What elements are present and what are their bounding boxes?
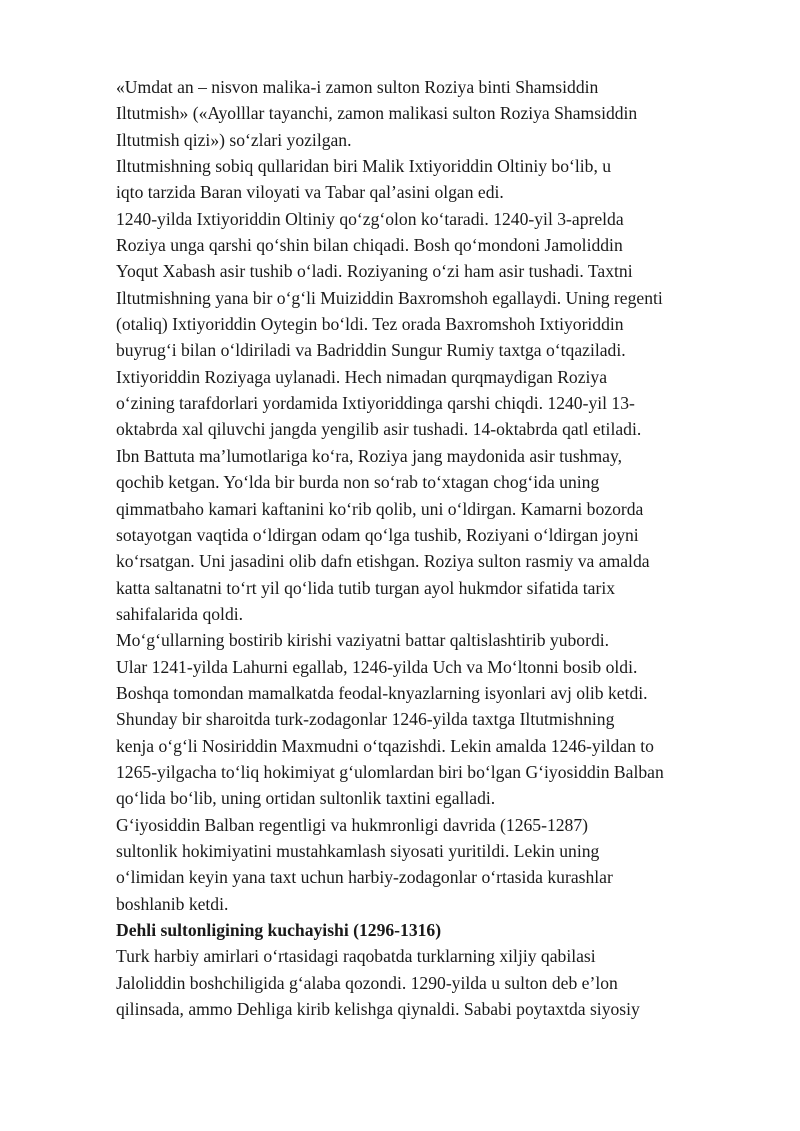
text-line: sotayotgan vaqtida o‘ldirgan odam qo‘lga tushib, Roziyani o‘ldirgan joyni: [116, 524, 639, 545]
text-line: qilinsada, ammo Dehliga kirib kelishga qiynaldi. Sababi poytaxtda siyosiy: [116, 999, 640, 1020]
text-line: iqto tarzida Baran viloyati va Tabar qal’asini olgan edi.: [116, 182, 504, 203]
text-line: Jaloliddin boshchiligida g‘alaba qozondi. 1290-yilda u sulton deb e’lon: [116, 972, 618, 993]
text-line: Yoqut Xabash asir tushib o‘ladi. Roziyaning o‘zi ham asir tushadi. Taxtni: [116, 261, 633, 282]
text-line: kenja o‘g‘li Nosiriddin Maxmudni o‘tqazishdi. Lekin amalda 1246-yildan to: [116, 735, 654, 756]
text-line: 1240-yilda Ixtiyoriddin Oltiniy qo‘zg‘olon ko‘taradi. 1240-yil 3-aprelda: [116, 208, 624, 229]
text-line: buyrug‘i bilan o‘ldiriladi va Badriddin Sungur Rumiy taxtga o‘tqaziladi.: [116, 340, 626, 361]
text-line: Ibn Battuta ma’lumotlariga ko‘ra, Roziya jang maydonida asir tushmay,: [116, 445, 623, 466]
text-line: 1265-yilgacha to‘liq hokimiyat g‘ulomlardan biri bo‘lgan G‘iyosiddin Balban: [116, 761, 664, 782]
text-line: boshlanib ketdi.: [116, 893, 229, 914]
text-line: Ular 1241-yilda Lahurni egallab, 1246-yilda Uch va Mo‘ltonni bosib oldi.: [116, 656, 638, 677]
text-line: katta saltanatni to‘rt yil qo‘lida tutib turgan ayol hukmdor sifatida tarix: [116, 577, 616, 598]
text-line: Iltutmish qizi») so‘zlari yozilgan.: [116, 129, 352, 150]
text-line: Ixtiyoriddin Roziyaga uylanadi. Hech nimadan qurqmaydigan Roziya: [116, 366, 608, 387]
text-line: Boshqa tomondan mamalkatda feodal-knyazlarning isyonlari avj olib ketdi.: [116, 682, 648, 703]
text-line: Iltutmish» («Ayolllar tayanchi, zamon malikasi sulton Roziya Shamsiddin: [116, 103, 638, 124]
text-line: sahifalarida qoldi.: [116, 603, 244, 624]
text-line: Iltutmishning yana bir o‘g‘li Muiziddin Baxromshoh egallaydi. Uning regenti: [116, 287, 663, 308]
text-line: o‘limidan keyin yana taxt uchun harbiy-zodagonlar o‘rtasida kurashlar: [116, 867, 613, 888]
text-line: Roziya unga qarshi qo‘shin bilan chiqadi. Bosh qo‘mondoni Jamoliddin: [116, 235, 623, 256]
text-line: Turk harbiy amirlari o‘rtasidagi raqobatda turklarning xiljiy qabilasi: [116, 946, 596, 967]
text-line: oktabrda xal qiluvchi jangda yengilib asir tushadi. 14-oktabrda qatl etiladi.: [116, 419, 642, 440]
text-line: qochib ketgan. Yo‘lda bir burda non so‘rab to‘xtagan chog‘ida uning: [116, 472, 600, 493]
text-line: ko‘rsatgan. Uni jasadini olib dafn etishgan. Roziya sulton rasmiy va amalda: [116, 551, 650, 572]
text-line: qimmatbaho kamari kaftanini ko‘rib qolib, uni o‘ldirgan. Kamarni bozorda: [116, 498, 644, 519]
text-line: Mo‘g‘ullarning bostirib kirishi vaziyatni battar qaltislashtirib yubordi.: [116, 630, 610, 651]
text-line: «Umdat an – nisvon malika-i zamon sulton Roziya binti Shamsiddin: [116, 77, 599, 97]
text-line: (otaliq) Ixtiyoriddin Oytegin bo‘ldi. Tez orada Baxromshoh Ixtiyoriddin: [116, 314, 624, 335]
text-line: G‘iyosiddin Balban regentligi va hukmronligi davrida (1265-1287): [116, 814, 589, 835]
text-line: Shunday bir sharoitda turk-zodagonlar 1246-yilda taxtga Iltutmishning: [116, 709, 615, 730]
text-line: sultonlik hokimiyatini mustahkamlash siyosati yuritildi. Lekin uning: [116, 840, 600, 861]
document-page: [116, 74, 756, 1022]
text-line: Iltutmishning sobiq qullaridan biri Malik Ixtiyoriddin Oltiniy bo‘lib, u: [116, 156, 612, 177]
text-line: qo‘lida bo‘lib, uning ortidan sultonlik taxtini egalladi.: [116, 788, 496, 809]
section-heading: Dehli sultonligining kuchayishi (1296-1316): [116, 920, 442, 940]
text-line: o‘zining tarafdorlari yordamida Ixtiyoriddinga qarshi chiqdi. 1240-yil 13-: [116, 393, 635, 414]
